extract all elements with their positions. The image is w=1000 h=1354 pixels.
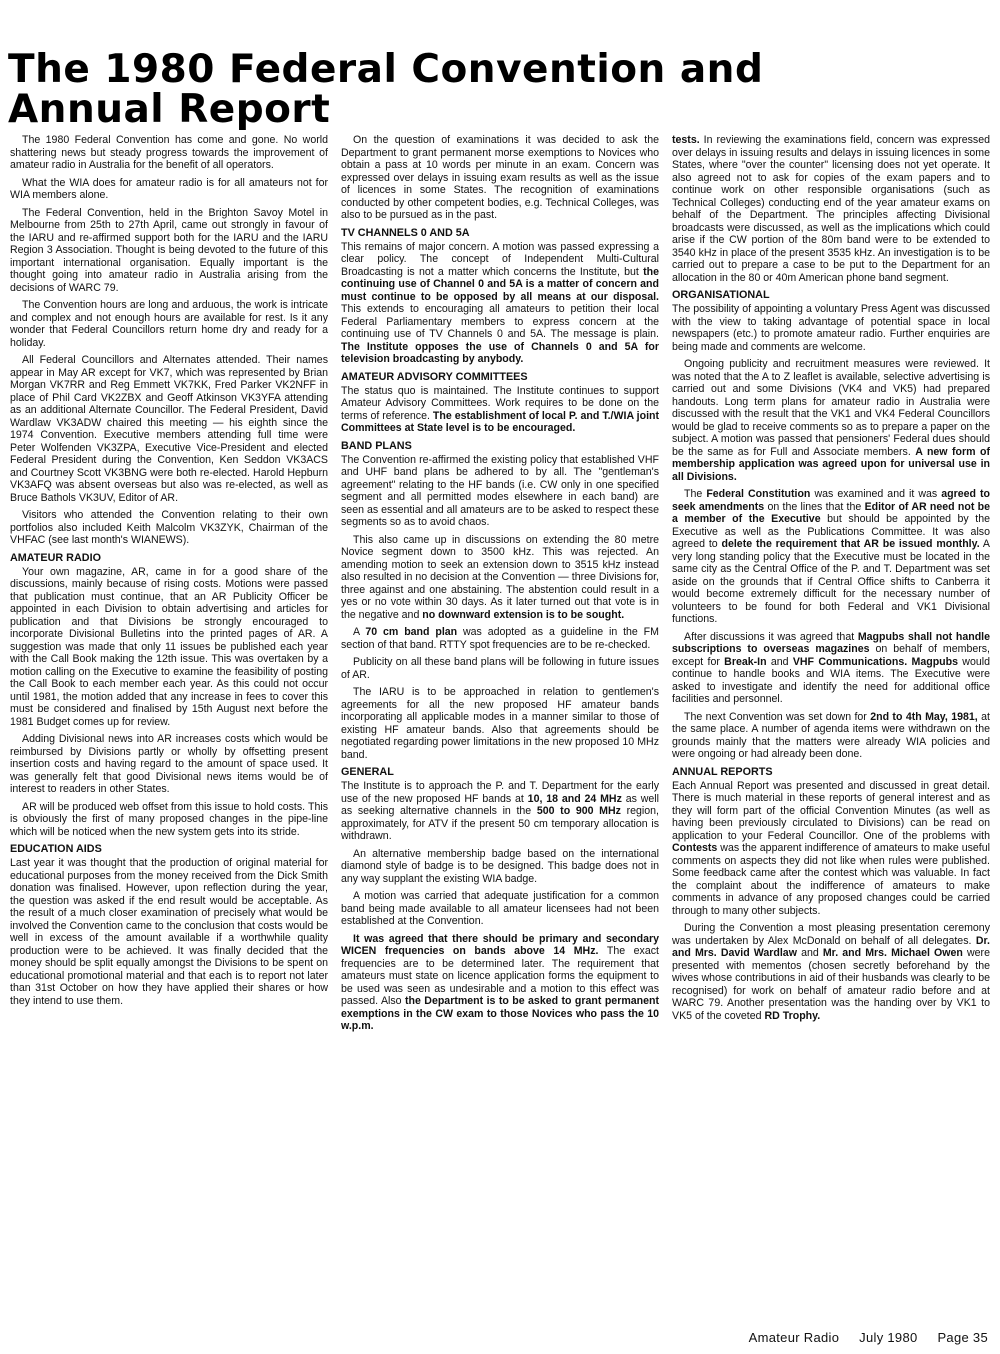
paragraph [672, 922, 990, 1022]
title-line-2: Annual Report [8, 87, 331, 132]
paragraph: What the WIA does for amateur radio is for all amateurs not for WIA members alone. [10, 176, 328, 201]
text-run: was the apparent indifference of amateurs to make useful comments on aspects they did not like when rules were published. Some feedback came after the contest which was valuable. In fact the complaint about the indifference of amateurs to make comments in advance of any proposed changes could be carried through to many other subjects. [672, 842, 990, 917]
page-title [8, 47, 988, 132]
section-heading-general: GENERAL [341, 766, 394, 778]
paragraph [672, 631, 990, 706]
text-run: on the lines that the [767, 500, 862, 513]
paragraph: A motion was carried that adequate justification for a common band being made available to all amateur licensees had not been established at the Convention. [341, 890, 659, 927]
text-run: at the same place. A number of agenda items were withdrawn on the grounds mainly that the matters were already WIA policies and were ongoing or had already been done. [672, 710, 990, 760]
text-run: The next Convention was set down for [684, 710, 867, 723]
text-run: During the Convention a most pleasing presentation ceremony was undertaken by Alex McDonald on behalf of all delegates. [672, 922, 990, 947]
text-run: was adopted as a guideline in the FM section of that band. RTTY spot frequencies are to be re-checked. [341, 626, 659, 651]
paragraph [672, 488, 990, 626]
paragraph [341, 626, 659, 651]
paragraph [341, 385, 659, 435]
section-heading-tv-channels: TV CHANNELS 0 AND 5A [341, 226, 470, 239]
emphasis: Mr. and Mrs. Michael Owen [822, 947, 963, 959]
paragraph: The possibility of appointing a voluntary Press Agent was discussed with the view to taking advantage of potential space in local newspapers (etc.) to promote amateur radio. Further enquiries are being made and comments are welcome. [672, 303, 990, 353]
paragraph: Adding Divisional news into AR increases costs which would be reimbursed by Divisions partly or wholly by offsetting present insertion costs and having regard to the amount of space used. It was generally felt that good Divisional news items would be of interest to readers in other States. [10, 733, 328, 795]
emphasis: It was agreed that there should be primary and secondary WICEN frequencies on bands above 14 MHz. [341, 932, 659, 957]
emphasis: tests. [672, 134, 700, 146]
text-run: on behalf of members, except for [672, 643, 990, 668]
text-run: would continue to handle books and WIA items. The Executive were asked to investigate and identify the need for additional office facilities and personnel. [672, 655, 990, 705]
paragraph [341, 241, 659, 366]
publication-name: Amateur Radio [748, 1330, 840, 1345]
emphasis: Federal Constitution [706, 488, 811, 500]
emphasis: The establishment of local P. and T./WIA joint Committees at State level is to be encouraged. [341, 409, 659, 434]
emphasis: no downward extension is to be sought. [422, 608, 625, 621]
text-run: Ongoing publicity and recruitment measures were reviewed. It was noted that the A to Z leaflet is available, selective advertising is carried out and some Divisions (VK4 and VK5) had prepared handouts. Long term plans for amateur radio in Australia were discussed with the result that the VK1 and VK4 Federal Councillors would be glad to receive comments so as to prepare a paper on the subject. A motion was passed that pensioners' Federal dues should be the same as for Full and Associate members. [672, 358, 990, 458]
text-run: This remains of major concern. A motion was passed expressing a clear policy. The concept of Independent Multi-Cultural Broadcasting is not a matter which concerns the Institute, but [341, 240, 659, 278]
emphasis: RD Trophy. [764, 1009, 821, 1022]
section-heading-education-aids: EDUCATION AIDS [10, 843, 102, 855]
paragraph: Publicity on all these band plans will be following in future issues of AR. [341, 656, 659, 681]
emphasis: Contests [672, 842, 718, 854]
emphasis: Magpubs [911, 655, 958, 668]
paragraph [672, 358, 990, 483]
emphasis: 2nd to 4th May, 1981, [870, 710, 978, 723]
paragraph [672, 780, 990, 918]
emphasis: VHF Communications. [792, 655, 908, 668]
paragraph: AR will be produced web offset from this issue to hold costs. This is obviously the first of many proposed changes in the pipe-line which will be noticed when the new system gets into its stride. [10, 800, 328, 838]
emphasis: the Department is to be asked to grant permanent exemptions in the CW exam to those Novices who pass the 10 w.p.m. [341, 995, 659, 1032]
section-heading-annual-reports: ANNUAL REPORTS [672, 765, 773, 778]
paragraph: The Convention hours are long and arduous, the work is intricate and complex and not enough hours are available for rest. Is it any wonder that Federal Councillors return home dry and ready for a holiday. [10, 299, 328, 349]
paragraph [341, 534, 659, 622]
text-run: This also came up in discussions on extending the 80 metre Novice segment down to 3500 kHz. This was rejected. An amending motion to seek an extension down to 3515 kHz instead also resulted in no decision at the Convention — three Divisions for, three against and one abstaining. The abstention could result in a yes or no vote within 30 days. As it later turned out that vote is in the negative and [341, 533, 659, 621]
text-run: were presented with mementos (chosen secretly beforehand by the wives whose contributions in aid of their husbands was clearly to be recognised) for work on behalf of amateur radio before and at WARC 79. Another presentation was the handing over by VK1 to VK5 of the coveted [672, 947, 990, 1022]
paragraph: All Federal Councillors and Alternates attended. Their names appear in May AR except for VK7, which was represented by Brian Morgan VK7RR and Reg Emmett VK7KK, Fred Parker VK2NFF in place of Phil Card VK2ZBX and Geoff Atkinson VK3YFA attending as an additional Alternate Councillor. The Federal President, David Wardlaw VK3ADW chaired this meeting — his eighth since the 1974 Convention. Executive members attending full time were Peter Wolfenden VK3ZPA, Executive Vice-President and elected Federal President during the Convention, Ken Seddon VK3ACS and Courtney Scott VK3BNG were both re-elected. Harold Hepburn VK3AFQ was absent overseas but also was re-elected, as well as Bruce Bathols VK3UV, Editor of AR. [10, 354, 328, 504]
emphasis: 500 to 900 MHz [536, 805, 621, 817]
text-run: A [353, 626, 360, 638]
paragraph [672, 134, 990, 284]
article-body [10, 134, 990, 1314]
paragraph: An alternative membership badge based on the international diamond style of badge is to be designed. This badge does not in any way supplant the existing WIA badge. [341, 847, 659, 885]
paragraph [672, 711, 990, 761]
column-2 [341, 134, 659, 1314]
text-run: The exact frequencies are to be determined later. The requirement that amateurs must state on licence application forms the equipment to be used was seen as undesirable and a motion to this effect was passed. Also [341, 945, 659, 1007]
emphasis: 10, 18 and 24 MHz [527, 792, 622, 805]
emphasis: delete the requirement that AR be issued monthly. [721, 538, 980, 550]
paragraph [341, 933, 659, 1033]
emphasis: Editor of AR need not be a member of the Executive [672, 500, 990, 525]
emphasis: Magpubs shall not handle subscriptions to overseas magazines [672, 630, 990, 655]
text-run: and [801, 947, 819, 959]
section-heading-amateur-radio: AMATEUR RADIO [10, 551, 101, 564]
emphasis: Dr. and Mrs. David Wardlaw [672, 934, 990, 959]
section-heading-organisational: ORGANISATIONAL [672, 289, 770, 301]
text-run: was examined and it was [814, 488, 938, 500]
text-run: but should be appointed by the Executive as well as the Publications Committee. It was also agreed to [672, 513, 990, 550]
emphasis: agreed to seek amendments [672, 488, 990, 513]
issue-date: July 1980 [859, 1330, 918, 1345]
emphasis: 70 cm band plan [365, 626, 458, 638]
paragraph: The Convention re-affirmed the existing policy that established VHF and UHF band plans be adhered to by all. The "gentleman's agreement" relating to the HF bands (i.e. CW only in one specified segment and all permitted modes elsewhere in each band) are seen as essential and all amateurs are to be asked to respect these segments so as to avoid chaos. [341, 453, 659, 528]
text-run: The Institute is to approach the P. and T. Department for the early use of the new proposed HF bands at [341, 780, 659, 805]
text-run: A very long standing policy that the Executive must be located in the same city as the Central Office of the P. and T. Department was set aside on the grounds that if Central Office shifts to Canberra it would become extremely difficult for the necessary number of volunteers to be found for both Federal and VK1 Divisional functions. [672, 538, 990, 625]
page-number: Page 35 [937, 1330, 988, 1345]
section-heading-advisory-committees: AMATEUR ADVISORY COMMITTEES [341, 370, 528, 383]
paragraph: Visitors who attended the Convention relating to their own portfolios also included Keith Malcolm VK3ZYK, Chairman of the VHFAC (see last month's WIANEWS). [10, 509, 328, 546]
column-3 [672, 134, 990, 1314]
paragraph: On the question of examinations it was decided to ask the Department to grant permanent morse exemptions to Novices who obtain a pass at 10 words per minute in an exam. Concern was expressed over delays in issuing exam results as well as the issue of licences in some States. The recognition of examinations conducted by other competent bodies, e.g. Technical Colleges, was also to be pursued as in the past. [341, 134, 659, 221]
section-heading-band-plans: BAND PLANS [341, 439, 412, 452]
paragraph: Last year it was thought that the production of original material for educational purposes from the money received from the Dick Smith donation was finalised. However, upon reflection during the year, the question was asked if the end result would be acceptable. As the result of a much closer examination of precisely what would be involved the Convention came to the conclusion that costs would be well in excess of the amount available if a worthwhile quality production were to be achieved. It was finally decided that the money should be split equally amongst the Divisions to be spent on educational promotional material and that each is to report not later than 31st October on how they have applied their shares or how they intend to use them. [10, 857, 328, 1007]
text-run: After discussions it was agreed that [684, 630, 855, 643]
column-1 [10, 134, 328, 1314]
text-run: The [684, 488, 703, 500]
text-run: The status quo is maintained. The Institute continues to support Amateur Advisory Committees. Work requires to be done on the terms of reference. [341, 384, 659, 422]
paragraph [341, 780, 659, 843]
emphasis: The Institute opposes the use of Channels 0 and 5A for television broadcasting by anybody. [341, 340, 659, 365]
paragraph: The 1980 Federal Convention has come and gone. No world shattering news but steady progress towards the improvement of amateur radio in Australia for the benefit of all operators. [10, 134, 328, 171]
text-run: This extends to encouraging all amateurs to petition their local Federal Parliamentary members to express concern at the continuing use of TV Channels 0 and 5A. The message is plain. [341, 303, 659, 340]
title-line-1: The 1980 Federal Convention and [8, 47, 764, 92]
emphasis: A new form of membership application was agreed upon for universal use in all Divisions. [672, 445, 990, 483]
text-run: Each Annual Report was presented and discussed in great detail. There is much material in these reports of general interest and as they will form part of the official Convention Minutes (as well as having been previously circulated to Divisions) can be read on application to your Federal Councillor. One of the problems with [672, 779, 990, 842]
emphasis: Break-In [724, 655, 767, 668]
emphasis: the continuing use of Channel 0 and 5A is a matter of concern and must continue to be opposed by all means at our disposal. [341, 265, 659, 303]
paragraph: The IARU is to be approached in relation to gentlemen's agreements for all the new proposed HF amateur bands incorporating all applicable modes in a manner similar to those of existing HF amateur bands. Also that agreements should be negotiated regarding power limitations in the new proposed 10 MHz band. [341, 686, 659, 761]
text-run: In reviewing the examinations field, concern was expressed over delays in issuing results and delays in issuing licences in some States, where "over the counter" licensing does not yet operate. It also agreed not to ask for copies of the exam papers and to continue work on other responsible organisations (such as Technical Colleges) conducting end of the year amateur exams on behalf of the Department. The principles affecting Divisional broadcasts were discussed, as well as the implications which could arise if the CW portion of the 80m band were to be extended to 3540 kHz in place of the present 3535 kHz. An investigation is to be carried out to prepare a case to be put to the Department for an allocation in the 80 or 40m American phone band segment. [672, 134, 990, 284]
paragraph: Your own magazine, AR, came in for a good share of the discussions, mainly because of rising costs. Motions were passed that publication must continue, that an AR Publicity Officer be appointed in each Division to obtain advertising and articles for publication and that Divisions be strongly encouraged to incorporate Divisional Bulletins into the printed pages of AR. A suggestion was made that only 11 issues be published each year with the Call Book making the 12th issue. This was overtaken by a motion calling on the Executive to examine the feasibility of posting the Call Book to each member each year. As this could not occur until 1981, the motion added that any increase in fees to cover this must be considered and finalised by 15th August next before the 1981 Budget comes up for review. [10, 565, 328, 728]
text-run: and [770, 655, 789, 668]
text-run: as well as seeking alternative channels in the [341, 792, 659, 817]
page-footer [749, 1330, 988, 1345]
text-run: region, approximately, for ATV if the present 50 cm temporary allocation is withdrawn. [341, 805, 659, 842]
paragraph: The Federal Convention, held in the Brighton Savoy Motel in Melbourne from 25th to 27th April, came out strongly in favour of the IARU and re-affirmed support both for the IARU and the IARU Region 3 Association. Thought is being devoted to the future of this important international organisation. Equally important is the thought going into amateur radio in Australia arising from the decisions of WARC 79. [10, 206, 328, 294]
